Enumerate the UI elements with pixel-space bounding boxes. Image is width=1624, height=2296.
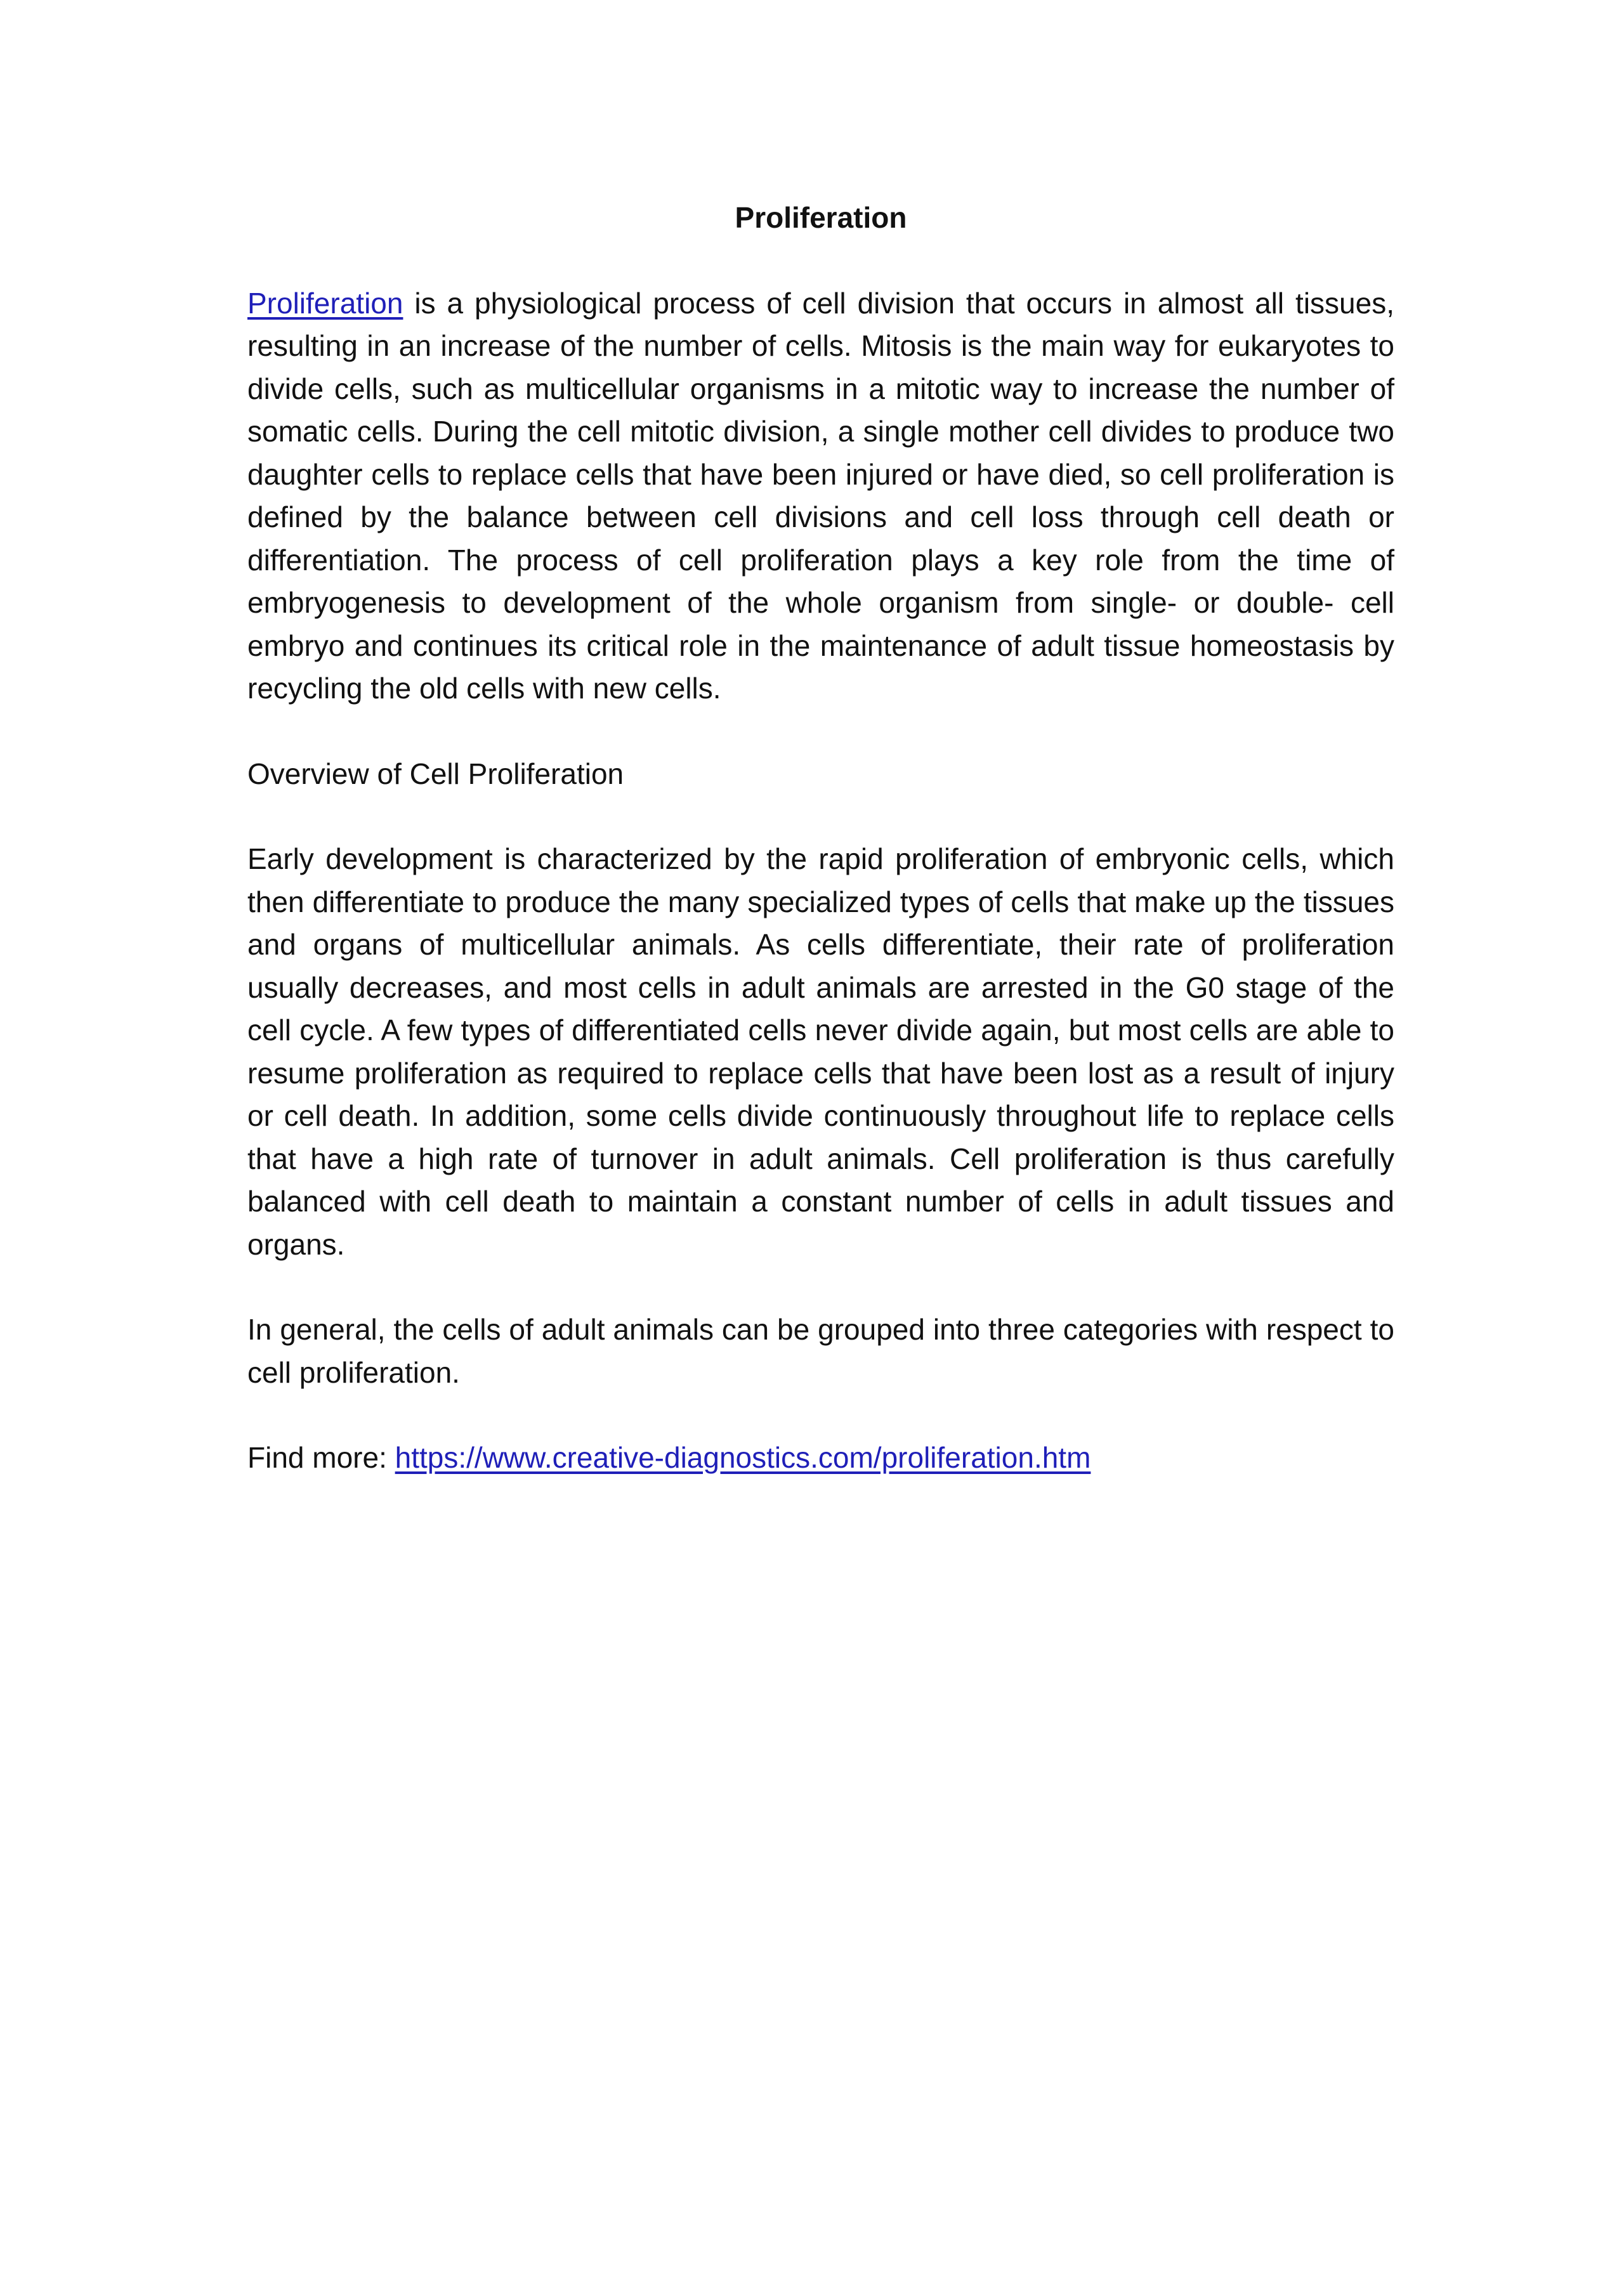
- section-heading: Overview of Cell Proliferation: [247, 757, 624, 790]
- categories-paragraph: In general, the cells of adult animals can be grouped into three categories with respect to cell proliferation.: [247, 1313, 1394, 1389]
- intro-text: is a physiological process of cell division that occurs in almost all tissues, resulting in an increase of the number of cells. Mitosis is the main way for eukaryotes to divide cells, such as multicellular organisms in a mitotic way to increase the number of somatic cells. During the cell mitotic division, a single mother cell divides to produce two daughter cells to replace cells that have been injured or have died, so cell proliferation is defined by the balance between cell divisions and cell loss through cell death or differentiation. The process of cell proliferation plays a key role from the time of embryogenesis to development of the whole organism from single- or double- cell embryo and continues its critical role in the maintenance of adult tissue homeostasis by recycling the old cells with new cells.: [247, 286, 1394, 705]
- proliferation-link[interactable]: Proliferation: [247, 286, 403, 320]
- find-more-link[interactable]: https://www.creative-diagnostics.com/proliferation.htm: [395, 1441, 1091, 1474]
- find-more-label: Find more:: [247, 1441, 395, 1474]
- document-title: Proliferation: [735, 201, 907, 234]
- intro-paragraph: [247, 282, 1394, 710]
- document-body: [247, 197, 1394, 1480]
- overview-paragraph: Early development is characterized by the rapid proliferation of embryonic cells, which then differentiate to produce the many specialized types of cells that make up the tissues and organs of multicellular animals. As cells differentiate, their rate of proliferation usually decreases, and most cells in adult animals are arrested in the G0 stage of the cell cycle. A few types of differentiated cells never divide again, but most cells are able to resume proliferation as required to replace cells that have been lost as a result of injury or cell death. In addition, some cells divide continuously throughout life to replace cells that have a high rate of turnover in adult animals. Cell proliferation is thus carefully balanced with cell death to maintain a constant number of cells in adult tissues and organs.: [247, 842, 1394, 1261]
- find-more-line: [247, 1437, 1394, 1480]
